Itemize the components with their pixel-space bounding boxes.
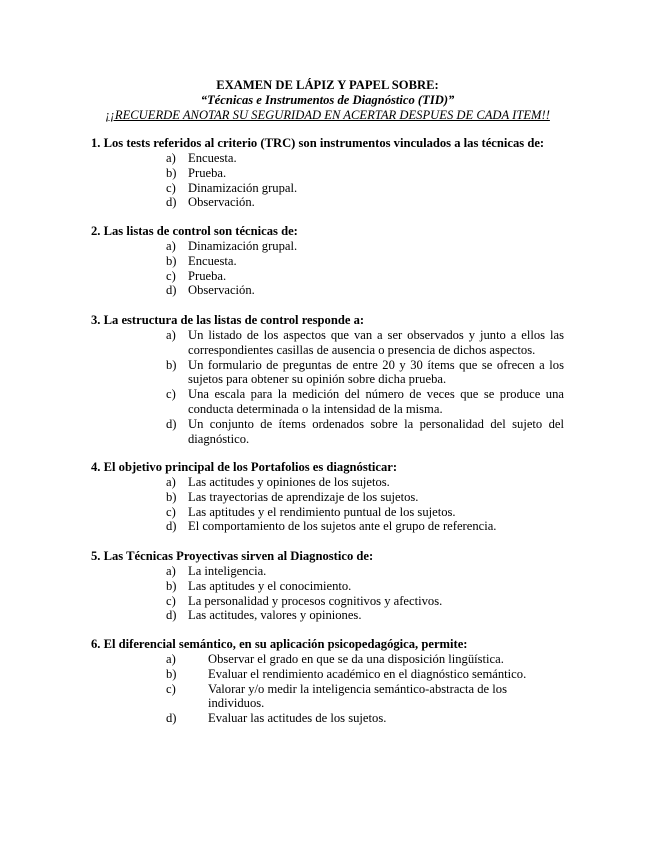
option-letter: c) — [166, 387, 176, 402]
option-item — [166, 239, 564, 254]
option-text: Un conjunto de ítems ordenados sobre la personalidad del sujeto del diagnóstico. — [188, 416, 564, 446]
option-letter: b) — [166, 253, 177, 268]
option-text: Un listado de los aspectos que van a ser observados y junto a ellos las correspondientes casillas de ausencia o presencia de dichos aspectos. — [188, 328, 564, 357]
option-letter: d) — [166, 416, 177, 431]
option-text: Las actitudes y opiniones de los sujetos. — [188, 475, 390, 489]
option-item — [166, 181, 564, 196]
option-text: El comportamiento de los sujetos ante el grupo de referencia. — [188, 519, 497, 534]
option-letter: b) — [166, 357, 177, 372]
option-item — [166, 166, 564, 181]
option-text: La personalidad y procesos cognitivos y afectivos. — [188, 593, 443, 608]
exam-header — [0, 78, 655, 123]
question-title: 4. El objetivo principal de los Portafolios es diagnósticar: — [91, 460, 398, 474]
option-letter: a) — [166, 239, 176, 253]
exam-notice: ¡¡RECUERDE ANOTAR SU SEGURIDAD EN ACERTAR DESPUES DE CADA ITEM!! — [105, 108, 550, 122]
option-text: Observación. — [188, 283, 255, 298]
option-text: Encuesta. — [188, 253, 237, 268]
option-letter: c) — [166, 268, 176, 283]
option-text: Observar el grado en que se da una disposición lingüística. — [208, 652, 504, 666]
options-list — [166, 475, 564, 534]
option-letter: c) — [166, 593, 176, 608]
option-item — [166, 652, 536, 667]
option-item — [166, 475, 564, 490]
option-text: Las aptitudes y el conocimiento. — [188, 578, 352, 593]
option-text: Las aptitudes y el rendimiento puntual de los sujetos. — [188, 504, 456, 519]
option-letter: a) — [166, 564, 176, 578]
options-list — [166, 564, 564, 623]
option-item — [166, 283, 564, 298]
option-letter: c) — [166, 681, 176, 696]
option-letter: b) — [166, 578, 177, 593]
exam-title: EXAMEN DE LÁPIZ Y PAPEL SOBRE: — [216, 78, 439, 92]
option-text: Las trayectorias de aprendizaje de los sujetos. — [188, 489, 419, 504]
option-item — [166, 594, 564, 609]
option-letter: a) — [166, 475, 176, 489]
option-item — [166, 505, 564, 520]
options-list — [166, 239, 564, 298]
option-item — [166, 682, 536, 712]
option-item — [166, 151, 564, 166]
question-title: 3. La estructura de las listas de control responde a: — [91, 313, 365, 327]
option-letter: b) — [166, 165, 177, 180]
question-title: 5. Las Técnicas Proyectivas sirven al Diagnostico de: — [91, 549, 374, 563]
option-text: La inteligencia. — [188, 564, 267, 578]
option-letter: b) — [166, 666, 177, 681]
option-item — [166, 711, 536, 726]
option-text: Prueba. — [188, 268, 227, 283]
question-6 — [91, 637, 571, 726]
question-5 — [91, 549, 571, 623]
option-text: Encuesta. — [188, 151, 237, 165]
option-text: Dinamización grupal. — [188, 239, 298, 253]
option-text: Observación. — [188, 195, 255, 210]
option-item — [166, 608, 564, 623]
option-item — [166, 387, 564, 417]
option-item — [166, 667, 536, 682]
option-item — [166, 328, 564, 358]
option-text: Prueba. — [188, 165, 227, 180]
option-item — [166, 358, 564, 388]
option-item — [166, 564, 564, 579]
question-3 — [91, 313, 571, 446]
option-letter: d) — [166, 519, 177, 534]
option-item — [166, 519, 564, 534]
option-item — [166, 417, 564, 447]
option-text: Dinamización grupal. — [188, 180, 298, 195]
option-text: Evaluar las actitudes de los sujetos. — [208, 711, 387, 726]
option-letter: d) — [166, 608, 177, 623]
option-item — [166, 579, 564, 594]
options-list — [166, 328, 564, 446]
question-title: 1. Los tests referidos al criterio (TRC) son instrumentos vinculados a las técnicas de: — [91, 136, 545, 150]
options-list — [166, 151, 564, 210]
option-letter: c) — [166, 180, 176, 195]
option-letter: a) — [166, 328, 176, 342]
option-letter: d) — [166, 283, 177, 298]
question-4 — [91, 460, 571, 534]
option-text: Una escala para la medición del número de veces que se produce una conducta determinada o la intensidad de la misma. — [188, 387, 564, 416]
question-title: 2. Las listas de control son técnicas de: — [91, 224, 298, 238]
option-item — [166, 269, 564, 284]
question-title: 6. El diferencial semántico, en su aplicación psicopedagógica, permite: — [91, 637, 468, 651]
option-letter: d) — [166, 195, 177, 210]
options-list — [166, 652, 536, 726]
option-item — [166, 490, 564, 505]
option-letter: b) — [166, 489, 177, 504]
option-text: Un formulario de preguntas de entre 20 y 30 ítems que se ofrecen a los sujetos para obtener su opinión sobre dicha prueba. — [188, 357, 564, 387]
option-text: Las actitudes, valores y opiniones. — [188, 608, 362, 623]
option-letter: a) — [166, 652, 176, 666]
option-letter: d) — [166, 711, 177, 726]
option-letter: c) — [166, 504, 176, 519]
option-item — [166, 195, 564, 210]
exam-subtitle: “Técnicas e Instrumentos de Diagnóstico (TID)” — [200, 93, 455, 107]
option-text: Evaluar el rendimiento académico en el diagnóstico semántico. — [208, 666, 527, 681]
option-item — [166, 254, 564, 269]
question-2 — [91, 224, 571, 298]
option-letter: a) — [166, 151, 176, 165]
option-text: Valorar y/o medir la inteligencia semántico-abstracta de los individuos. — [208, 681, 507, 711]
question-1 — [91, 136, 571, 210]
